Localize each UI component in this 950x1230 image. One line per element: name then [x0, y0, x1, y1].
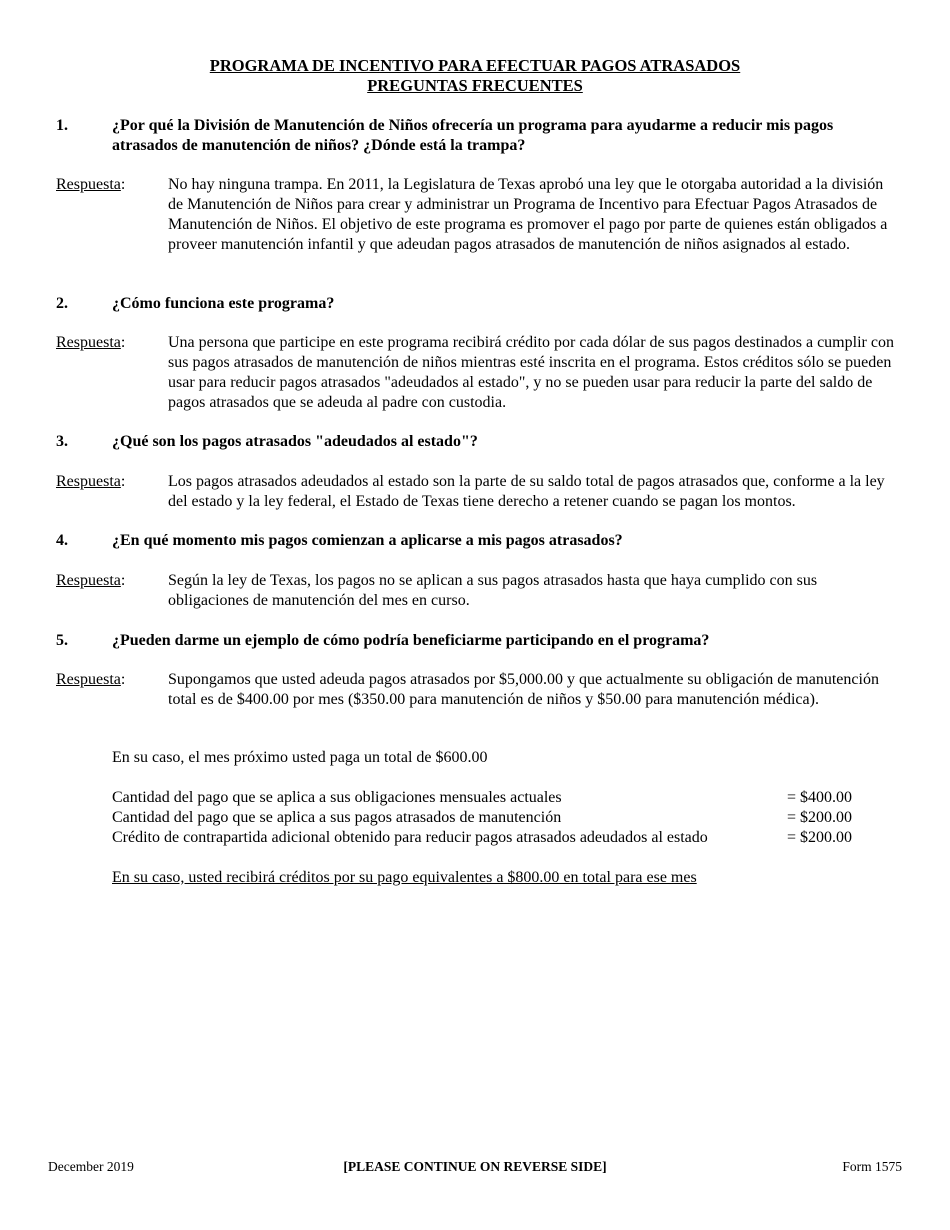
answer-text: Los pagos atrasados adeudados al estado son la parte de su saldo total de pagos atrasados que, conforme a la ley del estado y la ley federal, el Estado de Texas tiene derecho a retener cuando se pagan los montos. [168, 473, 885, 510]
answer-5 [56, 670, 896, 710]
answer-3 [56, 472, 896, 512]
example-conclusion: En su caso, usted recibirá créditos por su pago equivalentes a $800.00 en total para ese mes [112, 869, 697, 886]
question-text: ¿Pueden darme un ejemplo de cómo podría beneficiarme participando en el programa? [112, 632, 710, 649]
example-row [112, 828, 852, 848]
answer-label: Respuesta: [56, 334, 126, 351]
example-row-description: Crédito de contrapartida adicional obtenido para reducir pagos atrasados adeudados al estado [112, 829, 708, 846]
answer-1 [56, 175, 896, 255]
footer-continue-notice: [PLEASE CONTINUE ON REVERSE SIDE] [343, 1159, 607, 1174]
question-number: 5. [56, 632, 68, 649]
answer-text: Supongamos que usted adeuda pagos atrasados por $5,000.00 y que actualmente su obligación de manutención total es de $400.00 por mes ($350.00 para manutención de niños y $50.00 para manutención médica). [168, 671, 879, 708]
answer-label: Respuesta: [56, 671, 126, 688]
footer-date: December 2019 [48, 1159, 134, 1174]
question-5 [56, 631, 896, 651]
question-number: 1. [56, 117, 68, 134]
example-row-amount: = $400.00 [786, 789, 852, 806]
example-intro: En su caso, el mes próximo usted paga un total de $600.00 [112, 749, 488, 766]
question-text: ¿En qué momento mis pagos comienzan a aplicarse a mis pagos atrasados? [112, 532, 623, 549]
answer-label: Respuesta: [56, 176, 126, 193]
question-text: ¿Cómo funciona este programa? [112, 295, 335, 312]
question-text: ¿Qué son los pagos atrasados "adeudados al estado"? [112, 433, 478, 450]
answer-label: Respuesta: [56, 572, 126, 589]
question-3 [56, 432, 896, 452]
example-row-description: Cantidad del pago que se aplica a sus pagos atrasados de manutención [112, 809, 562, 826]
answer-4 [56, 571, 896, 611]
answer-text: Según la ley de Texas, los pagos no se aplican a sus pagos atrasados hasta que haya cumplido con sus obligaciones de manutención del mes en curso. [168, 572, 818, 609]
title-line-2: PREGUNTAS FRECUENTES [367, 76, 583, 95]
answer-label: Respuesta: [56, 473, 126, 490]
answer-text: No hay ninguna trampa. En 2011, la Legislatura de Texas aprobó una ley que le otorgaba autoridad a la división de Manutención de Niños para crear y administrar un Programa de Incentivo para Efectuar Pagos Atrasados de Manutención de Niños. El objetivo de este programa es promover el pago por parte de quienes están obligados a proveer manutención infantil y que adeudan pagos atrasados de manutención de niños asignados al estado. [168, 176, 888, 253]
document-title [0, 56, 950, 96]
title-line-1: PROGRAMA DE INCENTIVO PARA EFECTUAR PAGOS ATRASADOS [209, 56, 741, 75]
example-row-description: Cantidad del pago que se aplica a sus obligaciones mensuales actuales [112, 789, 562, 806]
question-number: 4. [56, 532, 68, 549]
example-row-amount: = $200.00 [786, 809, 852, 826]
answer-2 [56, 333, 896, 413]
example-row-amount: = $200.00 [786, 829, 852, 846]
question-4 [56, 531, 896, 551]
question-1 [56, 116, 896, 156]
question-number: 2. [56, 295, 68, 312]
answer-text: Una persona que participe en este programa recibirá crédito por cada dólar de sus pagos destinados a cumplir con sus pagos atrasados de manutención de niños mientras esté inscrita en el programa. Estos créditos sólo se pueden usar para reducir pagos atrasados "adeudados al estado", y no se pueden usar para reducir la parte del saldo de pagos atrasados que se adeuda al padre con custodia. [168, 334, 894, 411]
question-2 [56, 294, 896, 314]
example-row [112, 788, 852, 808]
question-text: ¿Por qué la División de Manutención de Niños ofrecería un programa para ayudarme a reducir mis pagos atrasados de manutención de niños? ¿Dónde está la trampa? [112, 117, 834, 154]
example-row [112, 808, 852, 828]
footer-form-number: Form 1575 [842, 1159, 902, 1174]
question-number: 3. [56, 433, 68, 450]
